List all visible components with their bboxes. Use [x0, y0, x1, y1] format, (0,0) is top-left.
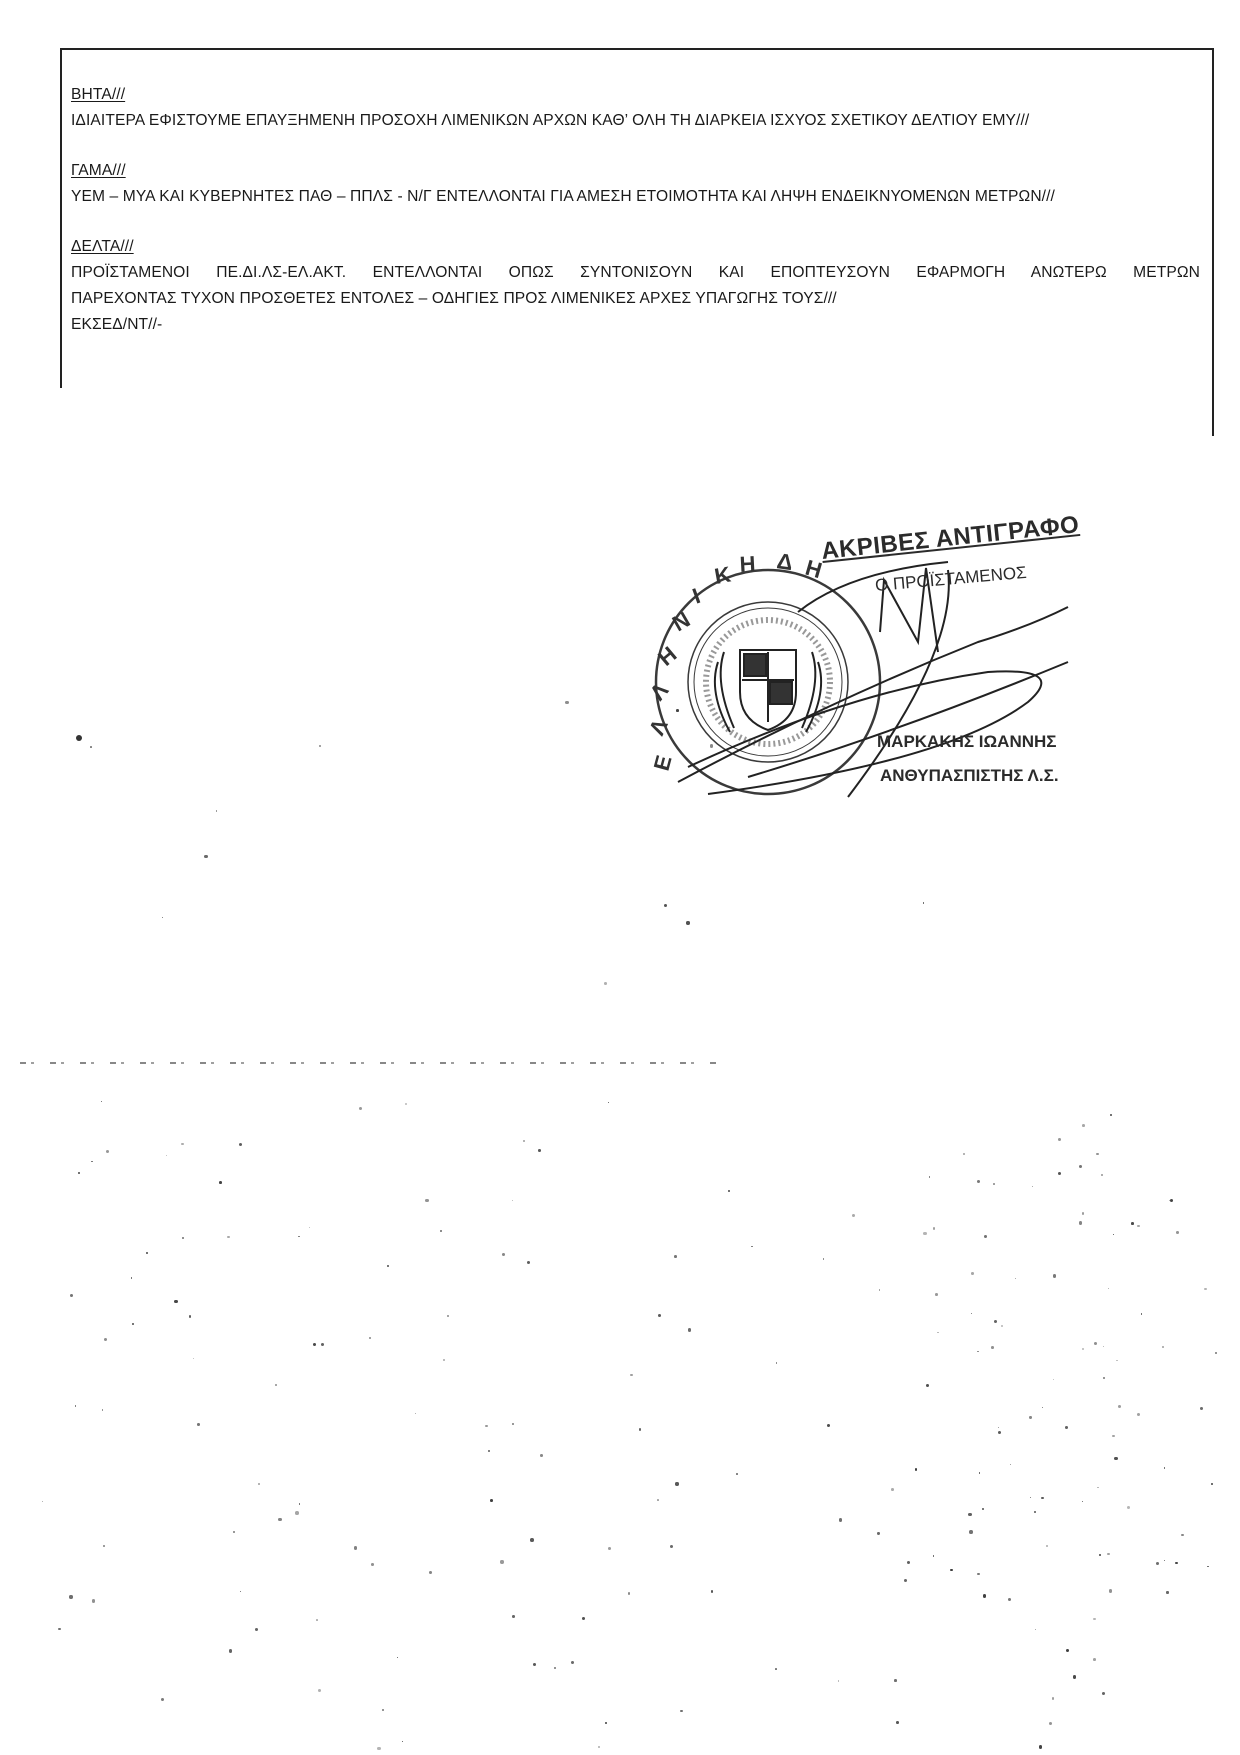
- scan-speck: [894, 1679, 897, 1682]
- scan-speck: [429, 1571, 432, 1574]
- scan-speck: [485, 1425, 487, 1427]
- scan-speck: [1099, 1554, 1101, 1556]
- scan-speck: [405, 1103, 407, 1105]
- scan-speck: [1131, 1222, 1134, 1225]
- scan-speck: [90, 746, 92, 748]
- scan-speck: [527, 1261, 530, 1264]
- scan-speck: [512, 1615, 515, 1618]
- scan-speck: [75, 1405, 77, 1407]
- scan-speck: [598, 1746, 600, 1748]
- scan-speck: [1164, 1560, 1165, 1561]
- scan-speck: [321, 1343, 324, 1346]
- scan-speck: [904, 1579, 907, 1582]
- scan-speck: [512, 1423, 514, 1425]
- svg-text:Κ: Κ: [712, 561, 733, 589]
- official-stamp: [643, 511, 1108, 822]
- scan-speck: [736, 1473, 738, 1475]
- scan-speck: [316, 1619, 318, 1621]
- scan-speck: [104, 1338, 107, 1341]
- scan-speck: [182, 1237, 184, 1239]
- scan-speck: [387, 1265, 389, 1267]
- frame-gap: [60, 388, 64, 440]
- scan-speck: [937, 1332, 938, 1333]
- scan-speck: [299, 1503, 301, 1505]
- scan-speck: [1109, 1589, 1112, 1592]
- scan-speck: [891, 1488, 894, 1491]
- scan-speck: [571, 1661, 574, 1664]
- scan-speck: [1137, 1413, 1140, 1416]
- scan-speck: [628, 1592, 630, 1594]
- scan-speck: [823, 1258, 825, 1260]
- scan-speck: [1156, 1562, 1159, 1565]
- scan-speck: [425, 1199, 428, 1202]
- scan-speck: [728, 1190, 730, 1192]
- stamp-subtitle: Ο ΠΡΟΪΣΤΑΜΕΝΟΣ: [874, 562, 1028, 596]
- scan-speck: [1015, 1278, 1016, 1279]
- scan-speck: [827, 1424, 830, 1427]
- scan-speck: [1114, 1457, 1117, 1460]
- scan-speck: [1113, 1234, 1115, 1236]
- scan-speck: [658, 1314, 661, 1317]
- scan-speck: [101, 1101, 102, 1102]
- section-gama: [71, 158, 1200, 210]
- scan-speck: [926, 1384, 929, 1387]
- svg-text:Λ: Λ: [644, 677, 674, 706]
- scan-speck: [1046, 1545, 1048, 1547]
- scan-speck: [1058, 1172, 1061, 1175]
- scan-speck: [968, 1513, 971, 1516]
- scan-speck: [998, 1431, 1001, 1434]
- scan-speck: [91, 1161, 92, 1162]
- scan-speck: [923, 902, 924, 903]
- scan-speck: [639, 1428, 642, 1431]
- scan-speck: [204, 855, 208, 859]
- scan-speck: [1103, 1346, 1104, 1347]
- scan-speck: [877, 1532, 879, 1534]
- scan-speck: [359, 1107, 362, 1110]
- scan-speck: [1008, 1598, 1011, 1601]
- scan-speck: [664, 904, 667, 907]
- scan-speck: [1082, 1501, 1083, 1502]
- scan-speck: [1127, 1506, 1130, 1509]
- section-text: ΠΡΟΪΣΤΑΜΕΝΟΙ ΠΕ.ΔΙ.ΛΣ-ΕΛ.ΑΚΤ. ΕΝΤΕΛΛΟΝΤΑΙ ΟΠΩΣ ΣΥΝΤΟΝΙΣΟΥΝ ΚΑΙ ΕΠΟΠΤΕΥΣΟΥΝ ΕΦΑΡΜΟΓΗ ΑΝΩΤΕΡΩ ΜΕΤΡΩΝ: [71, 264, 1200, 281]
- scan-speck: [382, 1709, 384, 1711]
- svg-text:Η: Η: [653, 641, 682, 671]
- scan-speck: [630, 1374, 632, 1376]
- message-frame: [60, 48, 1214, 436]
- scan-speck: [500, 1560, 503, 1563]
- svg-text:Η: Η: [802, 554, 825, 584]
- scan-speck: [193, 1358, 194, 1359]
- scan-speck: [227, 1236, 229, 1238]
- scan-speck: [1010, 1464, 1011, 1465]
- scan-speck: [1039, 1745, 1042, 1748]
- scan-speck: [354, 1546, 357, 1549]
- scan-speck: [229, 1649, 232, 1652]
- scan-speck: [219, 1181, 222, 1184]
- section-reference: ΕΚΣΕΔ/ΝΤ//-: [71, 316, 163, 333]
- scan-speck: [233, 1531, 235, 1533]
- scan-speck: [76, 735, 82, 741]
- scan-speck: [935, 1293, 938, 1296]
- scan-speck: [686, 921, 689, 924]
- scan-speck: [447, 1315, 450, 1318]
- scan-speck: [982, 1508, 985, 1511]
- scan-speck: [530, 1538, 534, 1542]
- scan-speck: [915, 1468, 918, 1471]
- scan-speck: [711, 1590, 714, 1593]
- scan-speck: [1079, 1165, 1082, 1168]
- scan-speck: [181, 1143, 183, 1145]
- section-vita: [71, 82, 1200, 134]
- scan-speck: [984, 1235, 987, 1238]
- scan-speck: [1108, 1288, 1109, 1289]
- signatory-name: ΜΑΡΚΑΚΗΣ ΙΩΑΝΝΗΣ: [877, 732, 1057, 751]
- scan-speck: [377, 1747, 381, 1751]
- scan-speck: [371, 1563, 374, 1566]
- scan-speck: [1066, 1649, 1069, 1652]
- scan-artifact-line: [20, 1062, 720, 1064]
- scan-speck: [1110, 1114, 1113, 1117]
- section-heading: ΔΕΛΤΑ///: [71, 238, 134, 255]
- scan-speck: [1049, 1722, 1052, 1725]
- scan-speck: [1042, 1407, 1043, 1408]
- scan-speck: [131, 1277, 132, 1278]
- scan-speck: [538, 1149, 541, 1152]
- section-text: ΥΕΜ – ΜΥΑ ΚΑΙ ΚΥΒΕΡΝΗΤΕΣ ΠΑΘ – ΠΠΛΣ - Ν/Γ ΕΝΤΕΛΛΟΝΤΑΙ ΓΙΑ ΑΜΕΣΗ ΕΤΟΙΜΟΤΗΤΑ ΚΑΙ ΛΗΨΗ ΕΝΔΕΙΚΝΥΟΜΕΝΩΝ ΜΕΤΡΩΝ///: [71, 188, 1055, 205]
- scan-speck: [103, 1545, 106, 1548]
- scan-speck: [1107, 1553, 1109, 1555]
- scan-speck: [676, 709, 679, 712]
- scan-speck: [189, 1315, 192, 1318]
- scan-speck: [132, 1323, 134, 1325]
- scan-speck: [1103, 1377, 1105, 1379]
- scan-speck: [1166, 1591, 1168, 1593]
- scan-speck: [929, 1176, 930, 1177]
- scan-speck: [994, 1320, 997, 1323]
- scan-speck: [415, 1413, 416, 1414]
- scan-speck: [1001, 1325, 1003, 1327]
- scan-speck: [1112, 1435, 1115, 1438]
- scan-speck: [993, 1183, 995, 1185]
- section-text: ΙΔΙΑΙΤΕΡΑ ΕΦΙΣΤΟΥΜΕ ΕΠΑΥΞΗΜΕΝΗ ΠΡΟΣΟΧΗ ΛΙΜΕΝΙΚΩΝ ΑΡΧΩΝ ΚΑΘ’ ΟΛΗ ΤΗ ΔΙΑΡΚΕΙΑ ΙΣΧΥΟΣ ΣΧΕΤΙΚΟΥ ΔΕΛΤΙΟΥ ΕΜΥ///: [71, 112, 1030, 129]
- scan-speck: [162, 917, 163, 918]
- scan-speck: [166, 1155, 167, 1156]
- scan-speck: [440, 1230, 442, 1232]
- scan-speck: [275, 1384, 276, 1385]
- scan-speck: [1176, 1231, 1179, 1234]
- scan-speck: [490, 1499, 493, 1502]
- scan-speck: [657, 1499, 659, 1501]
- scan-speck: [554, 1667, 556, 1669]
- scan-speck: [775, 1668, 777, 1670]
- section-delta: [71, 234, 1200, 338]
- scan-speck: [933, 1555, 934, 1556]
- scan-speck: [977, 1351, 979, 1353]
- svg-text:Ν: Ν: [668, 606, 695, 637]
- scan-speck: [950, 1569, 953, 1572]
- scan-speck: [1141, 1313, 1142, 1314]
- scan-speck: [1093, 1618, 1095, 1620]
- scan-speck: [1093, 1658, 1096, 1661]
- section-text: ΠΑΡΕΧΟΝΤΑΣ ΤΥΧΟΝ ΠΡΟΣΘΕΤΕΣ ΕΝΤΟΛΕΣ – ΟΔΗΓΙΕΣ ΠΡΟΣ ΛΙΜΕΝΙΚΕΣ ΑΡΧΕΣ ΥΠΑΓΩΓΗΣ ΤΟΥΣ///: [71, 290, 837, 307]
- scan-speck: [1052, 1697, 1055, 1700]
- message-body: [71, 82, 1200, 338]
- svg-text:Η: Η: [738, 551, 757, 577]
- scan-speck: [751, 1246, 752, 1247]
- scan-speck: [896, 1721, 899, 1724]
- scan-speck: [879, 1289, 881, 1291]
- scan-speck: [852, 1214, 855, 1217]
- scan-speck: [1181, 1534, 1183, 1536]
- scan-speck: [1029, 1416, 1031, 1418]
- scan-speck: [1118, 1405, 1121, 1408]
- scan-speck: [582, 1617, 585, 1620]
- scan-speck: [1116, 1360, 1118, 1362]
- scan-speck: [1058, 1138, 1061, 1141]
- stamp-title: ΑΚΡΙΒΕΣ ΑΝΤΙΓΡΑΦΟ: [820, 511, 1081, 566]
- scan-speck: [605, 1722, 607, 1724]
- scan-speck: [971, 1313, 972, 1314]
- svg-text:Ι: Ι: [689, 583, 704, 609]
- scan-speck: [255, 1628, 258, 1631]
- scan-speck: [680, 1710, 683, 1713]
- scan-speck: [1034, 1511, 1036, 1513]
- svg-text:Λ: Λ: [643, 715, 673, 740]
- scan-speck: [1097, 1487, 1098, 1488]
- scan-speck: [70, 1294, 73, 1297]
- scan-speck: [1215, 1352, 1217, 1354]
- scan-speck: [1211, 1483, 1213, 1485]
- scan-speck: [969, 1530, 973, 1534]
- scan-speck: [1207, 1566, 1209, 1568]
- scan-speck: [92, 1599, 95, 1602]
- scan-speck: [298, 1236, 300, 1238]
- scan-speck: [604, 982, 607, 985]
- section-heading: ΒΗΤΑ///: [71, 86, 126, 103]
- scan-speck: [78, 1172, 80, 1174]
- scan-speck: [58, 1628, 61, 1631]
- scan-speck: [540, 1454, 543, 1457]
- scan-speck: [1094, 1342, 1097, 1345]
- scan-speck: [161, 1698, 164, 1701]
- scan-speck: [838, 1680, 839, 1681]
- scan-speck: [197, 1423, 200, 1426]
- section-heading: ΓΑΜΑ///: [71, 162, 126, 179]
- scan-speck: [933, 1227, 936, 1230]
- scan-speck: [674, 1255, 677, 1258]
- scan-speck: [369, 1337, 371, 1339]
- scan-speck: [512, 1200, 513, 1201]
- scan-speck: [977, 1573, 979, 1575]
- scan-speck: [278, 1518, 282, 1522]
- scan-speck: [1030, 1497, 1032, 1499]
- scan-speck: [1082, 1124, 1085, 1127]
- scan-speck: [318, 1689, 321, 1692]
- scan-speck: [670, 1545, 673, 1548]
- scan-speck: [502, 1253, 505, 1256]
- scan-speck: [319, 745, 321, 747]
- scan-speck: [106, 1150, 109, 1153]
- scan-speck: [971, 1272, 974, 1275]
- scan-speck: [309, 1227, 310, 1228]
- scan-speck: [977, 1180, 980, 1183]
- scan-speck: [523, 1140, 525, 1142]
- scan-speck: [239, 1143, 242, 1146]
- scan-speck: [42, 1501, 43, 1502]
- scan-speck: [1162, 1346, 1164, 1348]
- scan-speck: [1102, 1692, 1105, 1695]
- scan-speck: [1053, 1274, 1057, 1278]
- scan-speck: [443, 1359, 445, 1361]
- svg-text:Δ: Δ: [775, 548, 795, 576]
- scan-speck: [174, 1300, 177, 1303]
- scan-speck: [991, 1346, 994, 1349]
- signatory-rank: ΑΝΘΥΠΑΣΠΙΣΤΗΣ Λ.Σ.: [880, 766, 1059, 785]
- scan-speck: [998, 1427, 999, 1428]
- scan-speck: [1053, 1379, 1054, 1380]
- scan-speck: [565, 701, 568, 704]
- scan-speck: [313, 1343, 316, 1346]
- scan-speck: [923, 1232, 926, 1235]
- scan-speck: [839, 1518, 842, 1521]
- scan-speck: [216, 810, 218, 812]
- scan-speck: [963, 1153, 965, 1155]
- scan-speck: [533, 1663, 536, 1666]
- scan-speck: [1065, 1426, 1068, 1429]
- scan-speck: [1101, 1174, 1103, 1176]
- scan-speck: [979, 1472, 981, 1474]
- scan-speck: [397, 1657, 398, 1658]
- scan-speck: [1175, 1562, 1177, 1564]
- scan-speck: [608, 1547, 611, 1550]
- scan-speck: [1096, 1153, 1099, 1156]
- scan-speck: [240, 1591, 241, 1592]
- scan-speck: [402, 1741, 404, 1743]
- scan-speck: [675, 1482, 678, 1485]
- scan-speck: [1082, 1348, 1085, 1351]
- svg-text:Ε: Ε: [648, 752, 677, 774]
- scan-speck: [1164, 1467, 1165, 1468]
- scan-speck: [69, 1595, 72, 1598]
- scan-speck: [258, 1483, 260, 1485]
- scan-speck: [776, 1362, 777, 1363]
- scan-speck: [1082, 1212, 1085, 1215]
- scan-speck: [608, 1102, 609, 1103]
- scan-speck: [710, 744, 713, 747]
- scan-speck: [983, 1594, 986, 1597]
- scan-speck: [1041, 1497, 1043, 1499]
- scan-speck: [146, 1252, 148, 1254]
- scan-speck: [688, 1328, 691, 1331]
- scan-speck: [907, 1561, 910, 1564]
- scan-speck: [102, 1409, 103, 1410]
- scan-speck: [295, 1511, 299, 1515]
- scan-speck: [1073, 1675, 1076, 1678]
- scan-speck: [1200, 1407, 1203, 1410]
- scan-speck: [1170, 1199, 1173, 1202]
- scan-speck: [1137, 1225, 1140, 1228]
- scan-speck: [1032, 1186, 1033, 1187]
- scan-speck: [1204, 1288, 1207, 1291]
- scan-speck: [1079, 1221, 1082, 1224]
- scan-speck: [488, 1450, 490, 1452]
- scan-speck: [1035, 1629, 1037, 1631]
